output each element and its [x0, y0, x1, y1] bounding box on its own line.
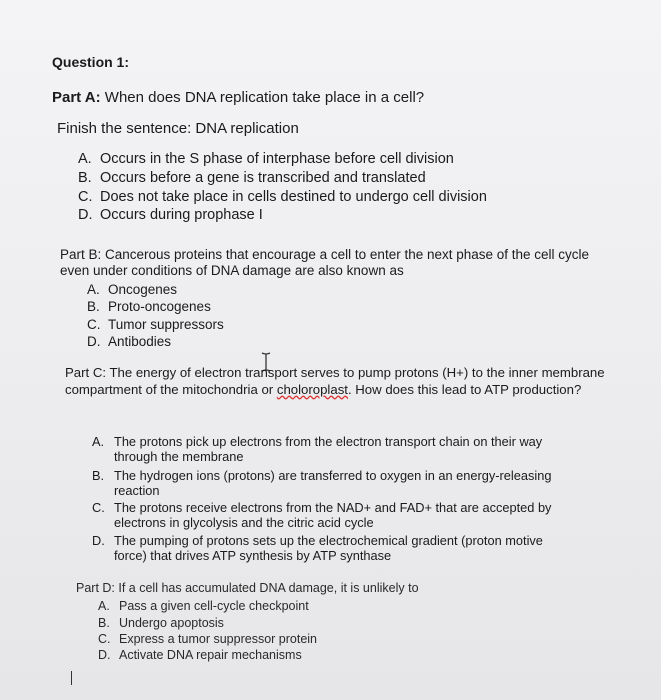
part-b-option-d: D. Antibodies	[87, 334, 172, 349]
part-c-option-d: D. The pumping of protons sets up the electrochemical gradient (proton motive force) that drives ATP synthesis by ATP synthase	[92, 533, 543, 563]
part-a-option-b: B. Occurs before a gene is transcribed and translated	[78, 170, 426, 186]
part-d-option-b: B. Undergo apoptosis	[98, 616, 224, 630]
part-a-option-d: D. Occurs during prophase I	[78, 207, 263, 223]
part-c-option-a: A. The protons pick up electrons from the electron transport chain on their way through the membrane	[92, 434, 543, 464]
part-a-question	[52, 89, 424, 106]
part-d-option-d: D. Activate DNA repair mechanisms	[98, 648, 302, 662]
part-b-option-b: B. Proto-oncogenes	[87, 299, 211, 314]
part-b-option-a: A. Oncogenes	[87, 282, 178, 297]
part-c-question: Part C: The energy of electron transport serves to pump protons (H+) to the inner membrane compartment of the mitochondria or choloroplast. How does this lead to ATP production?	[65, 365, 605, 397]
misspelled-word: choloroplast	[276, 381, 348, 397]
part-d-option-c: C. Express a tumor suppressor protein	[98, 632, 318, 646]
part-c-option-c: C. The protons receive electrons from the NAD+ and FAD+ that are accepted by electrons in glycolysis and the citric acid cycle	[92, 500, 552, 530]
part-a-option-c: C. Does not take place in cells destined to undergo cell division	[78, 189, 487, 205]
part-b-question: Part B: Cancerous proteins that encourage a cell to enter the next phase of the cell cycle even under conditions of DNA damage are also known as	[60, 247, 590, 278]
part-a-option-a: A. Occurs in the S phase of interphase before cell division	[78, 151, 454, 167]
part-a-prefix: Part A:	[52, 89, 101, 106]
part-b-option-c: C. Tumor suppressors	[87, 317, 224, 332]
part-c-option-b: B. The hydrogen ions (protons) are transferred to oxygen in an energy-releasing reaction	[92, 468, 552, 498]
text-caret	[71, 671, 72, 685]
part-a-question-text: When does DNA replication take place in a cell?	[100, 89, 425, 106]
part-a-instruction: Finish the sentence: DNA replication	[57, 120, 299, 137]
part-d-question: Part D: If a cell has accumulated DNA damage, it is unlikely to	[76, 581, 419, 595]
question-title: Question 1:	[52, 54, 130, 70]
part-d-option-a: A. Pass a given cell-cycle checkpoint	[98, 599, 309, 613]
